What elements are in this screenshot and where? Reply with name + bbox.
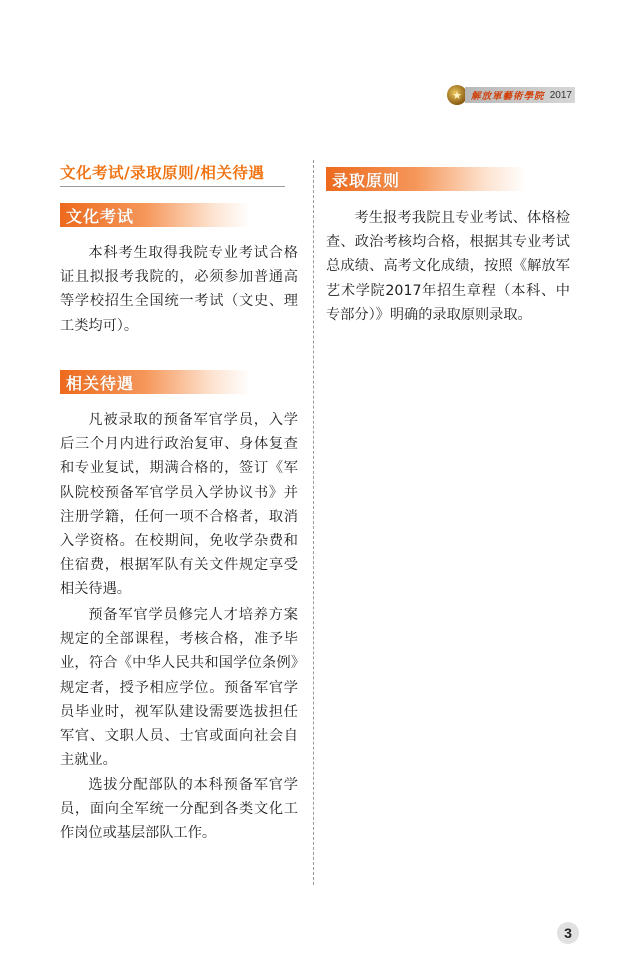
section-heading-culture-exam (60, 203, 250, 227)
school-logo (447, 84, 575, 106)
section-heading-label: 录取原则 (332, 170, 401, 190)
army-emblem-icon: ★ (447, 85, 467, 105)
treatment-paragraph-2: 预备军官学员修完人才培养方案规定的全部课程，考核合格，准予毕业，符合《中华人民共和国学位条例》规定者，授予相应学位。预备军官学员毕业时，视军队建设需要选拔担任军官、文职人员、士官或面向社会自主就业。 (60, 607, 298, 769)
logo-bar (465, 87, 575, 103)
page-title: 文化考试/录取原则/相关待遇 (60, 163, 265, 182)
logo-school-name: 解放軍藝術學院 (471, 91, 545, 102)
culture-exam-paragraph: 本科考生取得我院专业考试合格证且拟报考我院的，必须参加普通高等学校招生全国统一考试（文史、理工类均可）。 (60, 245, 298, 334)
treatment-paragraph-3: 选拔分配部队的本科预备军官学员，面向全军统一分配到各类文化工作岗位或基层部队工作。 (60, 777, 298, 842)
section-heading-label: 相关待遇 (66, 373, 135, 393)
column-divider (313, 160, 314, 885)
treatment-paragraph-1: 凡被录取的预备军官学员，入学后三个月内进行政治复审、身体复查和专业复试，期满合格的，签订《军队院校预备军官学员入学协议书》并注册学籍，任何一项不合格者，取消入学资格。在校期间，免收学杂费和住宿费，根据军队有关文件规定享受相关待遇。 (60, 412, 298, 598)
section-heading-treatment (60, 370, 250, 394)
page-number: 3 (557, 922, 579, 944)
section-heading-admission (326, 167, 526, 191)
section-heading-label: 文化考试 (66, 206, 135, 226)
admission-paragraph: 考生报考我院且专业考试、体格检查、政治考核均合格，根据其专业考试总成绩、高考文化成绩，按照《解放军艺术学院2017年招生章程（本科、中专部分）》明确的录取原则录取。 (326, 210, 570, 323)
title-divider (60, 186, 285, 187)
logo-year: 2017 (549, 89, 572, 101)
